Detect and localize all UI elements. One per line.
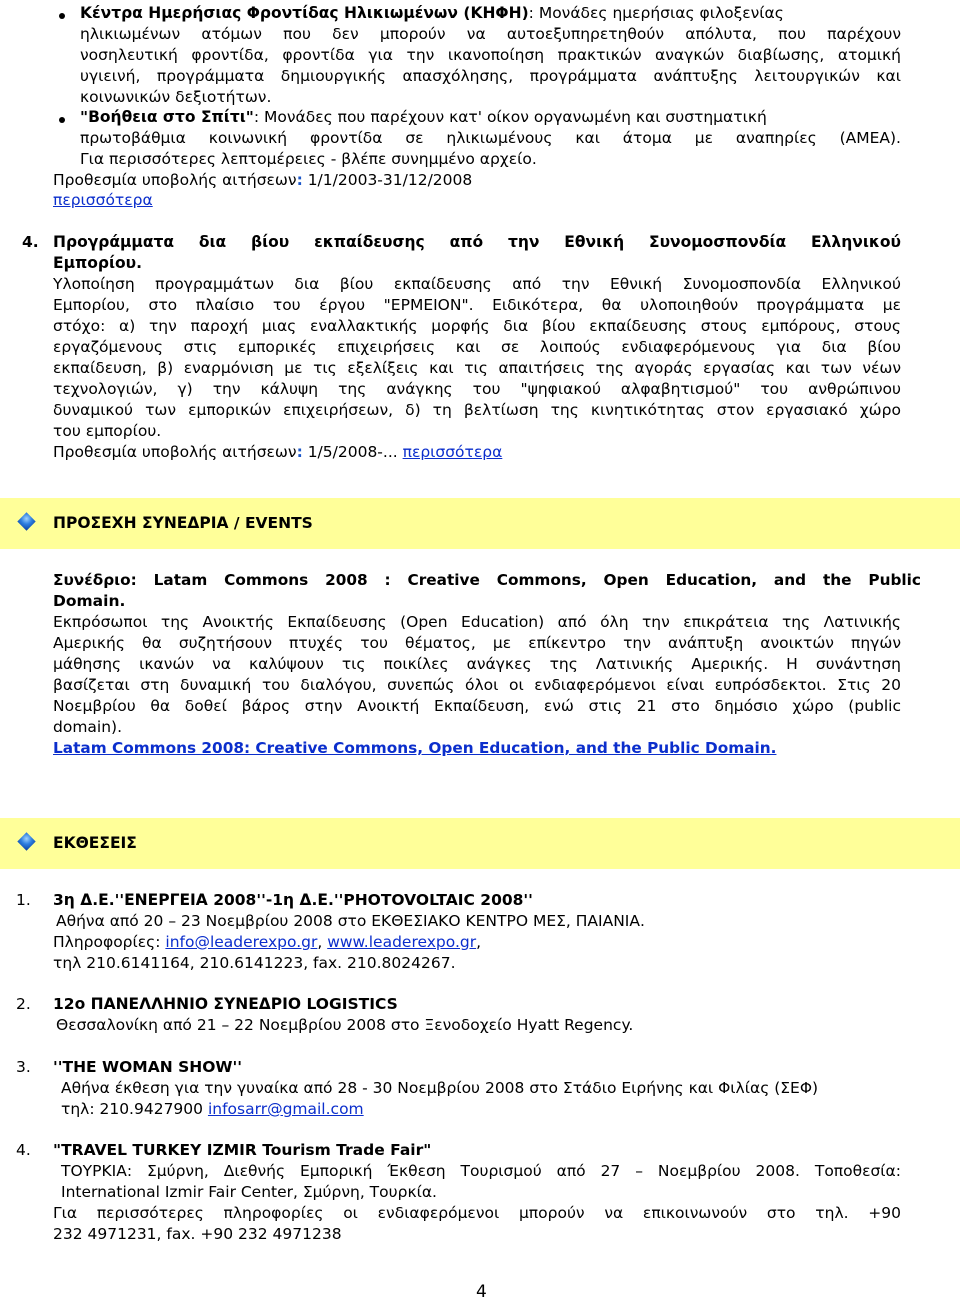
bullet-1-line-4: υγιεινή, προγράμματα δημιουργικής απασχόλησης, προγράμματα ανάπτυξης λειτουργικών και: [80, 67, 901, 85]
section-4-line-4: εργαζόμενους στις εμπορικές επιχειρήσεις και σε λοιπούς ενδιαφερόμενους για δια βίου: [53, 338, 901, 356]
conference-link[interactable]: Latam Commons 2008: Creative Commons, Open Education, and the Public Domain.: [53, 739, 777, 757]
bullet-dot: [59, 117, 65, 123]
exhibition-2-number: 2.: [16, 995, 31, 1013]
bullet-1-text: : Μονάδες ημερήσιας φιλοξενίας: [528, 4, 784, 22]
bullet-1-line-3: νοσηλευτική φροντίδα, φροντίδα για την ικανοποίηση πρακτικών αναγκών διαβίωσης, ατομική: [80, 46, 901, 64]
conference-title-line-2: Domain.: [53, 592, 126, 610]
section-4-line-6: τεχνολογιών, γ) την κάλυψη της ανάγκης του "ψηφιακού αλφαβητισμού" του ανθρώπινου: [53, 380, 901, 398]
page-number: 4: [476, 1282, 487, 1302]
more-link-1[interactable]: περισσότερα: [53, 191, 153, 209]
exhibition-3-title: ''THE WOMAN SHOW'': [53, 1058, 242, 1076]
bullet-1-line-2: ηλικιωμένων ατόμων που δεν μπορούν να αυτοεξυπηρετηθούν απόλυτα, που παρέχουν: [80, 25, 901, 43]
deadline-colon: :: [296, 443, 303, 461]
info-label: Πληροφορίες:: [53, 933, 166, 951]
deadline-colon: :: [296, 171, 303, 189]
exhibition-3-number: 3.: [16, 1058, 31, 1076]
deadline-label: Προθεσμία υποβολής αιτήσεων: [53, 171, 297, 189]
exhibition-4-line-3: Για περισσότερες πληροφορίες οι ενδιαφερόμενοι μπορούν να επικοινωνούν στο τηλ. +90: [53, 1204, 901, 1222]
section-4-line-1: Υλοποίηση προγραμμάτων δια βίου εκπαίδευσης από την Εθνική Συνομοσπονδία Ελληνικού: [53, 275, 901, 293]
tel-label: τηλ: 210.9427900: [61, 1100, 208, 1118]
exhibition-2-line-1: Θεσσαλονίκη από 21 – 22 Νοεμβρίου 2008 στο Ξενοδοχείο Hyatt Regency.: [56, 1016, 634, 1034]
exhibition-4-number: 4.: [16, 1141, 31, 1159]
section-4-title-line-1: Προγράμματα δια βίου εκπαίδευσης από την Εθνική Συνομοσπονδία Ελληνικού: [53, 233, 901, 251]
events-banner: [0, 498, 960, 549]
section-4-line-3: στόχο: α) την παροχή μιας εναλλακτικής μορφής δια βίου εκπαίδευσης στους εμπόρους, στους: [53, 317, 901, 335]
bullet-1-line-1: [80, 3, 901, 24]
deadline-label: Προθεσμία υποβολής αιτήσεων: [53, 443, 297, 461]
bullet-2-line-2: πρωτοβάθμια κοινωνική φροντίδα σε ηλικιωμένους και άτομα με αναπηρίες (ΑΜΕΑ).: [80, 129, 901, 147]
exhibition-2-title: 12ο ΠΑΝΕΛΛΗΝΙΟ ΣΥΝΕΔΡΙΟ LOGISTICS: [53, 995, 398, 1013]
exhibition-1-web-link[interactable]: www.leaderexpo.gr: [327, 933, 477, 951]
exhibition-1-info: [53, 932, 481, 953]
bullet-1-title: Κέντρα Ημερήσιας Φροντίδας Ηλικιωμένων (ΚΗΦΗ): [80, 4, 529, 22]
conference-line-2: Αμερικής θα συζητήσουν πτυχές του θέματος, με επίκεντρο την ανάπτυξη ανοικτών πηγών: [53, 634, 901, 652]
conference-line-6: domain).: [53, 718, 123, 736]
section-4-number: 4.: [22, 233, 39, 251]
exhibitions-banner: [0, 818, 960, 869]
conference-line-4: βασίζεται στη δυναμική του διαλόγου, συνεπώς όλοι οι ενδιαφερόμενοι είναι ευπρόσδεκτοι. Στις 20: [53, 676, 901, 694]
exhibition-4-line-4: 232 4971231, fax. +90 232 4971238: [53, 1225, 342, 1243]
deadline-value: 1/1/2003-31/12/2008: [302, 171, 473, 189]
exhibition-1-number: 1.: [16, 891, 31, 909]
exhibition-1-title: 3η Δ.Ε.''ΕΝΕΡΓΕΙΑ 2008''-1η Δ.Ε.''PHOTOVOLTAIC 2008'': [53, 891, 533, 909]
exhibition-3-tel: [61, 1099, 364, 1120]
separator: ,: [317, 933, 328, 951]
exhibition-4-line-2: International Izmir Fair Center, Σμύρνη, Τουρκία.: [61, 1183, 437, 1201]
events-banner-title: ΠΡΟΣΕΧΗ ΣΥΝΕΔΡΙΑ / EVENTS: [53, 514, 313, 532]
conference-line-5: Νοεμβρίου θα δοθεί βάρος στην Ανοικτή Εκπαίδευση, ενώ στις 21 στο δημόσιο χώρο (public: [53, 697, 901, 715]
bullet-2-title: "Βοήθεια στο Σπίτι": [80, 108, 254, 126]
conference-line-3: μάθησης ικανών να καλύψουν τις ποικίλες ανάγκες της Λατινικής Αμερικής. Η συνάντηση: [53, 655, 901, 673]
bullet-2-text: : Μονάδες που παρέχουν κατ' οίκον οργανωμένη και συστηματική: [253, 108, 767, 126]
exhibition-4-line-1: ΤΟΥΡΚΙΑ: Σμύρνη, Διεθνής Εμπορική Έκθεση Τουρισμού από 27 – Νοεμβρίου 2008. Τοποθεσία:: [61, 1162, 901, 1180]
more-link-2[interactable]: περισσότερα: [402, 443, 503, 461]
exhibition-3-email-link[interactable]: infosarr@gmail.com: [207, 1100, 364, 1118]
section-4-line-7: δυναμικού των εμπορικών επιχειρήσεων, δ) τη βελτίωση της κινητικότητας στον εργασιακό χώρο: [53, 401, 901, 419]
deadline-2: [53, 442, 502, 463]
deadline-1: [53, 170, 472, 191]
exhibition-1-line-1: Αθήνα από 20 – 23 Νοεμβρίου 2008 στο ΕΚΘΕΣΙΑΚΟ ΚΕΝΤΡΟ ΜΕΣ, ΠΑΙΑΝΙΑ.: [56, 912, 645, 930]
separator: ,: [476, 933, 482, 951]
section-4-line-2: Εμπορίου, στο πλαίσιο του έργου "ΕΡΜΕΙΟΝ". Ειδικότερα, θα υλοποιηθούν προγράμματα με: [53, 296, 901, 314]
conference-line-1: Εκπρόσωποι της Ανοικτής Εκπαίδευσης (Open Education) από όλη την επικράτεια της Λατινικής: [53, 613, 901, 631]
bullet-1-line-5: κοινωνικών δεξιοτήτων.: [80, 88, 272, 106]
bullet-dot: [59, 13, 65, 19]
section-4-line-5: εκπαίδευση, β) εναρμόνιση με τις εξελίξεις και τις απαιτήσεις της αγοράς εργασίας και των νέων: [53, 359, 901, 377]
bullet-2-line-3: Για περισσότερες λεπτομέρειες - βλέπε συνημμένο αρχείο.: [80, 150, 537, 168]
diamond-bullet-icon: [17, 832, 35, 850]
deadline-value: 1/5/2008-...: [302, 443, 403, 461]
section-4-title-line-2: Εμπορίου.: [53, 254, 143, 272]
bullet-2-line-1: [80, 107, 901, 128]
section-4-line-8: του εμπορίου.: [53, 422, 162, 440]
exhibition-3-line-1: Αθήνα έκθεση για την γυναίκα από 28 - 30 Νοεμβρίου 2008 στο Στάδιο Ειρήνης και Φιλίας (ΣΕΦ): [61, 1079, 819, 1097]
diamond-bullet-icon: [17, 512, 35, 530]
exhibitions-banner-title: ΕΚΘΕΣΕΙΣ: [53, 834, 137, 852]
conference-title-line-1: Συνέδριο: Latam Commons 2008 : Creative Commons, Open Education, and the Public: [53, 571, 921, 589]
exhibition-1-line-3: τηλ 210.6141164, 210.6141223, fax. 210.8024267.: [53, 954, 456, 972]
exhibition-4-title: "TRAVEL TURKEY IZMIR Tourism Trade Fair": [53, 1141, 432, 1159]
exhibition-1-email-link[interactable]: info@leaderexpo.gr: [165, 933, 318, 951]
